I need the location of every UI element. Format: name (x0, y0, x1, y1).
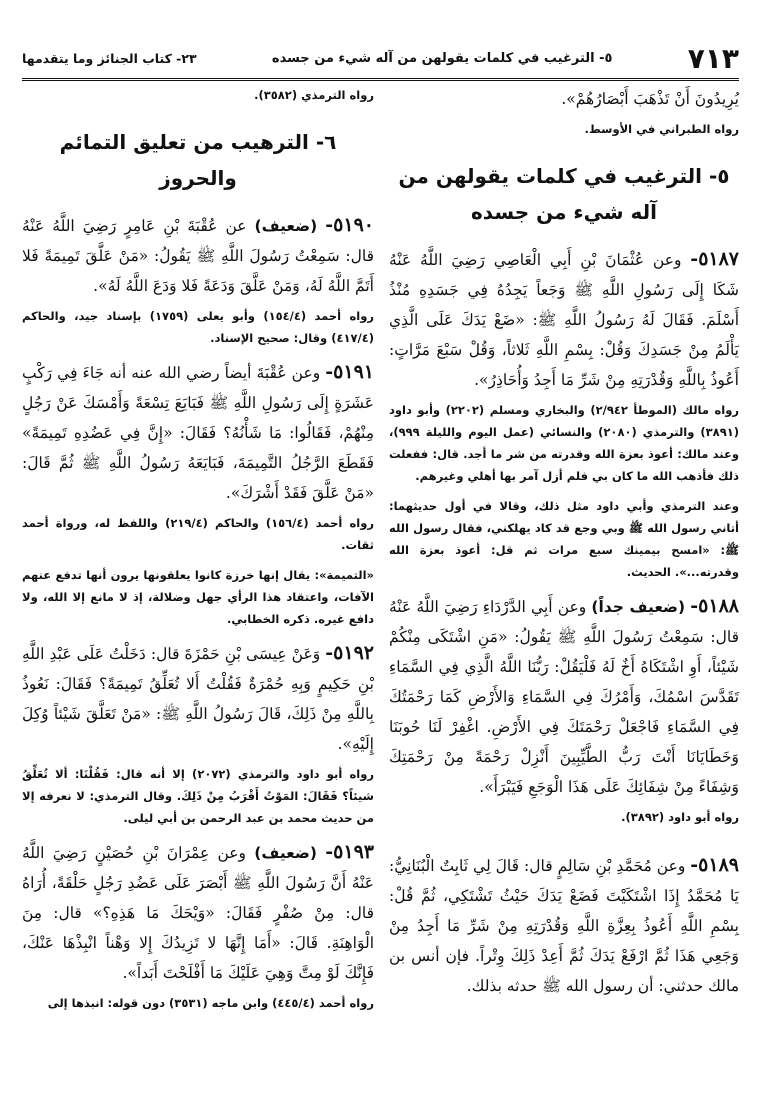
hadith-number: ٥١٩٢- (325, 642, 374, 664)
hadith-text: وعن مُحَمَّدِ بْنِ سَالِمٍ قال: قَالَ لِي ثَابِتٌ الْبُنَانِيُّ: يَا مُحَمَّدُ إِذَا اشْتَكَيْتَ فَضَعْ يَدَكَ حَيْثُ تَشْتَكِي، ثُمَّ قُلْ: بِسْمِ اللَّهِ أَعُوذُ بِعِزَّةِ اللَّهِ وَقُدْرَتِهِ مِنْ شَرِّ مَا أَجِدُ مِنْ وَجَعِي هَذَا ثُمَّ ارْفَعْ يَدَكَ ثُمَّ أَعِدْ ذَلِكَ وِتْراً. فإن أنس بن مالك حدثني: أن رسول الله ﷺ حدثه بذلك. (389, 857, 739, 995)
verse-end: يُرِيدُونَ أَنْ تَذْهَبَ أَبْصَارُهُمْ». (561, 90, 739, 108)
right-column (389, 84, 739, 1078)
grade-label: (ضعيف جداً) (591, 598, 686, 616)
hadith-5187 (389, 244, 739, 395)
hadith-number: ٥١٨٧- (690, 248, 740, 270)
running-title-book: ٢٣- كتاب الجنائز وما يتقدمها (22, 50, 197, 66)
hadith-number: ٥١٩١- (325, 361, 374, 383)
hadith-5191-explanation: «التميمة»: يقال إنها خرزة كانوا يعلقونها يرون أنها تدفع عنهم الآفات، واعتقاد هذا الرأي جهل وضلالة، إذ لا مانع إلا الله، ولا دافع غيره. ذكره الخطابي. (22, 568, 374, 626)
grade-label: (ضعيف) (254, 844, 317, 862)
hadith-text: وعن عِمْرَانَ بْنِ حُصَيْنٍ رَضِيَ اللَّهُ عَنْهُ أَنَّ رَسُولَ اللَّهِ ﷺ أَبْصَرَ عَلَى عَضُدِ رَجُلٍ حَلْقَةً، أُرَاهُ قال: مِنْ صُفْرٍ فَقَالَ: «وَيْحَكَ مَا هَذِهِ؟» قال: مِنَ الْوَاهِنَةِ. قَالَ: «أَمَا إِنَّهَا لا تَزِيدُكَ إِلا وَهْناً انْبِذْهَا عَنْكَ، فَإِنَّكَ لَوْ مِتَّ وَهِيَ عَلَيْكَ مَا أَفْلَحْتَ أَبَداً». (22, 844, 374, 982)
hadith-5189 (389, 850, 739, 1001)
hadith-5187-note: رواه مالك (الموطأ ٢/٩٤٢) والبخاري ومسلم (٢٢٠٢) وأبو داود (٣٨٩١) والترمذي (٢٠٨٠) والنسائي (عمل اليوم والليلة ٩٩٩)، وعند مالك: أعوذ بعزة الله وقدرته من شر ما أجد. قال: ففعلت ذلك فأذهب الله ما كان بي فلم أزل آمر بها أهلي وغيرهم. (389, 403, 740, 483)
hadith-5193-note: رواه أحمد (٤٤٥/٤) وابن ماجه (٣٥٣١) دون قوله: انبذها إلى (47, 996, 374, 1010)
hadith-5192 (22, 638, 374, 759)
hadith-5192-note: رواه أبو داود والترمذي (٢٠٧٢) إلا أنه قال: فَقُلْنَا: ألا تُعَلِّقُ شيئاً؟ فَقَالَ: المَوْتُ أَقْرَبُ مِنْ ذَلِكَ. وقال الترمذي: لا نعرفه إلا من حديث محمد بن عبد الرحمن بن أبي ليلى. (22, 767, 374, 825)
verse-source: رواه الطبراني في الأوسط. (584, 122, 739, 136)
running-title-section: ٥- الترغيب في كلمات يقولهن من آله شيء من جسده (271, 50, 613, 66)
page-header (22, 38, 739, 81)
hadith-number: ٥١٨٨- (690, 595, 739, 617)
section-title-5: ٥- الترغيب في كلمات يقولهن من آله شيء من جسده (398, 164, 730, 224)
left-column (22, 84, 374, 1078)
hadith-text: وعن أَبِي الدَّرْدَاءِ رَضِيَ اللَّهُ عَنْهُ قال: سَمِعْتُ رَسُولَ اللَّهِ ﷺ يَقُولُ: «مَنِ اشْتَكَى مِنْكُمْ شَيْئاً، أَوِ اشْتَكَاهُ أَخٌ لَهُ فَلْيَقُلْ: رَبُّنَا اللَّهُ الَّذِي فِي السَّمَاءِ تَقَدَّسَ اسْمُكَ، وَأَمْرُكَ فِي السَّمَاءِ وَالأَرْضِ كَمَا رَحْمَتُكَ فِي السَّمَاءِ فَاجْعَلْ رَحْمَتَكَ فِي الأَرْضِ. اغْفِرْ لَنَا حُوبَنَا وَخَطَايَانَا أَنْتَ رَبُّ الطَّيِّبِينَ أَنْزِلْ رَحْمَةً مِنْ رَحْمَتِكَ وَشِفَاءً مِنْ شِفَائِكَ عَلَى هَذَا الْوَجَعِ فَيَبْرَأَ». (389, 598, 739, 796)
hadith-5191 (22, 357, 374, 508)
hadith-5190 (22, 210, 374, 301)
hadith-number: ٥١٩٠- (325, 214, 374, 236)
page-number: ٧١٣ (687, 41, 739, 75)
hadith-text: وعن عُقْبَةَ أيضاً رضي الله عنه أنه جَاءَ فِي رَكْبٍ عَشَرَةٍ إِلَى رَسُولِ اللَّهِ ﷺ فَبَايَعَ تِسْعَةً وَأَمْسَكَ عَنْ رَجُلٍ مِنْهُمْ، فَقَالُوا: مَا شَأْنُهُ؟ فَقَالَ: «إِنَّ فِي عَضُدِهِ تَمِيمَةً» فَقَطَعَ الرَّجُلُ التَّمِيمَةَ، فَبَايَعَهُ رَسُولُ اللَّهِ ﷺ ثُمَّ قَالَ: «مَنْ عَلَّقَ فَقَدْ أَشْرَكَ». (22, 364, 374, 502)
hadith-5187-note-2: وعند الترمذي وأبي داود مثل ذلك، وقالا في أول حديثهما: أتاني رسول الله ﷺ وبي وجع قد كاد يهلكني، فقال رسول الله ﷺ: «امسح بيمينك سبع مرات ثم قل: أعوذ بعزة الله وقدرته...». الحديث. (389, 499, 739, 579)
hadith-5190-note: رواه أحمد (١٥٤/٤) وأبو يعلى (١٧٥٩) بإسناد جيد، والحاكم (٤١٧/٤) وقال: صحيح الإسناد. (22, 309, 374, 345)
hadith-text: وعن عُثْمَانَ بْنِ أَبِي الْعَاصِي رَضِيَ اللَّهُ عَنْهُ شَكَا إِلَى رَسُولِ اللَّهِ ﷺ وَجَعاً يَجِدُهُ فِي جَسَدِهِ مُنْذُ أَسْلَمَ. فَقَالَ لَهُ رَسُولُ اللَّهِ ﷺ: «ضَعْ يَدَكَ عَلَى الَّذِي يَأْلَمُ مِنْ جَسَدِكَ وَقُلْ: بِسْمِ اللَّهِ ثَلاثاً، وَقُلْ سَبْعَ مَرَّاتٍ: أَعُوذُ بِاللَّهِ وَقُدْرَتِهِ مِنْ شَرِّ مَا أَجِدُ وَأُحَاذِرُ». (389, 251, 739, 389)
hadith-5188-note: رواه أبو داود (٣٨٩٢). (621, 810, 739, 824)
hadith-5191-note: رواه أحمد (١٥٦/٤) والحاكم (٢١٩/٤) واللفظ له، ورواة أحمد ثقات. (22, 516, 374, 552)
hadith-number: ٥١٨٩- (690, 854, 739, 876)
hadith-number: ٥١٩٣- (325, 841, 374, 863)
top-source: رواه الترمذي (٣٥٨٢). (254, 88, 374, 102)
grade-label: (ضعيف) (254, 217, 318, 235)
hadith-5193 (22, 837, 374, 988)
hadith-text: عن عُقْبَةَ بْنِ عَامِرٍ رَضِيَ اللَّهُ عَنْهُ قال: سَمِعْتُ رَسُولَ اللَّهِ ﷺ يَقُولُ: «مَنْ عَلَّقَ تَمِيمَةً فَلا أَتَمَّ اللَّهُ لَهُ، وَمَنْ عَلَّقَ وَدَعَةً فَلا وَدَعَ اللَّهُ لَهُ». (22, 217, 374, 295)
hadith-5188 (389, 591, 739, 802)
section-title-6: ٦- الترهيب من تعليق التمائم والحروز (59, 130, 337, 190)
hadith-text: وَعَنْ عِيسَى بْنِ حَمْزَةَ قال: دَخَلْتُ عَلَى عَبْدِ اللَّهِ بْنِ حَكِيمٍ وَبِهِ حُمْرَةٌ فَقُلْتُ أَلا تُعَلِّقُ تَمِيمَةً؟ فَقَالَ: نَعُوذُ بِاللَّهِ مِنْ ذَلِكَ، قَالَ رَسُولُ اللَّهِ ﷺ: «مَنْ تَعَلَّقَ شَيْئاً وُكِلَ إِلَيْهِ». (22, 645, 374, 753)
